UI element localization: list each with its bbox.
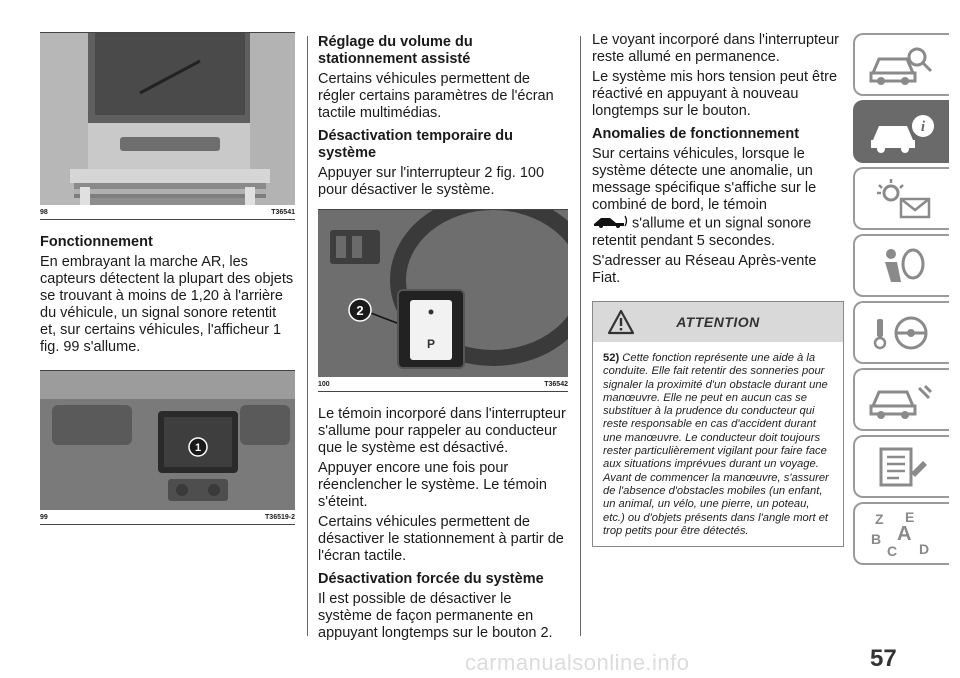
car-service-icon [867,378,937,422]
airbag-icon [867,244,937,288]
paragraph: Appuyer encore une fois pour réenclencher le système. Le témoin s'éteint. [318,460,547,510]
car-search-icon [867,43,937,87]
index-letter: C [887,542,898,559]
paragraph: Le témoin incorporé dans l'interrupteur s'allume pour rappeler au conducteur que le système est désactivé. [318,406,566,456]
warning-lights-icon [867,177,937,221]
paragraph: S'adresser au Réseau Après-vente Fiat. [592,253,817,286]
key-steering-icon [867,311,937,355]
attention-body [593,342,843,546]
steering-switch-illustration [318,210,568,377]
heading-reglage-volume: Réglage du volume du stationnement assisté [318,34,473,67]
tab-car-service[interactable] [853,368,949,431]
figure-number: 100 [318,381,330,388]
index-letter: Z [875,510,884,527]
heading-anomalies: Anomalies de fonctionnement [592,126,800,142]
attention-title: ATTENTION [676,314,760,330]
attention-box [592,301,844,547]
paragraph: Certains véhicules permettent de régler certains paramètres de l'écran tactile multimédias. [318,71,554,121]
heading-fonctionnement: Fonctionnement [40,234,153,250]
figure-code: T36519-2 [265,514,295,521]
paragraph: En embrayant la marche AR, les capteurs détectent la plupart des objets se trouvant à moins de 1,20 à l'arrière du véhicule, un signal sonore retentit et, sur certains véhicules, l'afficheur 1 fig. 99 s'allume. [40,254,294,355]
index-letter: D [919,540,930,557]
parking-button-label: P [426,337,436,351]
paragraph: Il est possible de désactiver le système de façon permanente en appuyant longtemps sur le bouton 2. [318,591,553,641]
figure-number: 98 [40,209,48,216]
heading-desactivation-temporaire: Désactivation temporaire du système [318,128,513,161]
van-rear-illustration [40,33,295,205]
column-middle [318,32,568,642]
column-divider [307,36,308,636]
paragraph-text: Sur certains véhicules, lorsque le système détecte une anomalie, un message spécifique s'affiche sur le combiné de bord, le témoin [592,146,817,213]
svg-text:i: i [920,118,926,135]
figure-99-photo [40,370,295,510]
paragraph-text: s'allume et un signal sonore retentit pendant 5 secondes. [592,215,812,249]
note-number: 52) [603,352,620,364]
figure-98-photo [40,32,295,205]
paragraph: Appuyer sur l'interrupteur 2 fig. 100 pour désactiver le système. [318,165,545,198]
index-letter: B [871,530,882,547]
figure-code: T36542 [544,381,568,388]
dashboard-display-illustration [40,371,295,510]
figure-number: 99 [40,514,48,521]
watermark: carmanualsonline.info [465,650,690,675]
figure-99-caption [40,510,295,525]
figure-code: T36541 [271,209,295,216]
column-right [592,32,844,547]
heading-desactivation-forcee: Désactivation forcée du système [318,571,544,587]
tab-warning-lights[interactable] [853,167,949,230]
index-letter: A [897,522,912,545]
figure-100-caption [318,377,568,392]
technical-data-icon [867,445,937,489]
paragraph: Le système mis hors tension peut être réactivé en appuyant à nouveau longtemps sur le bouton. [592,69,838,119]
tab-index[interactable] [853,502,949,565]
index-letters-icon [867,508,937,560]
parking-sensor-warning-icon [592,214,628,233]
paragraph: Le voyant incorporé dans l'interrupteur reste allumé en permanence. [592,32,839,65]
figure-100-callout: 2 [356,303,364,318]
attention-header [593,302,843,342]
tab-car-info[interactable] [853,100,949,163]
page-number: 57 [870,645,897,672]
tab-key-steering[interactable] [853,301,949,364]
paragraph: Certains véhicules permettent de désactiver le stationnement à partir de l'écran tactile. [318,514,564,564]
tab-technical-data[interactable] [853,435,949,498]
tab-airbag[interactable] [853,234,949,297]
index-letter: E [905,508,915,525]
figure-99-callout: 1 [194,442,202,454]
car-info-icon [867,110,937,154]
column-left [40,32,295,525]
column-divider [580,36,581,636]
figure-98-caption [40,205,295,220]
warning-triangle-icon [607,309,635,340]
note-text: Cette fonction représente une aide à la conduite. Elle fait retentir des sonneries pour signaler la proximité d'un obstacle durant une manœuvre. Elle ne peut en aucun cas se substituer à la prudence du conducteur qui reste responsable en cas d'accident durant une manœuvre. Le conducteur doit toujours rester particulièrement vigilant pour faire face aux situations imprévues durant un voyage. Avant de commencer la manœuvre, s'assurer de l'absence d'obstacles mobiles (un enfant, un animal, un vélo, une pierre, un poteau, etc.) ou d'objets présents dans l'angle mort et trop petits pour être détectés. [603,352,829,537]
figure-100-photo [318,209,568,377]
paragraph-with-icon [592,146,844,250]
chapter-tabs [853,33,949,569]
tab-car-search[interactable] [853,33,949,96]
